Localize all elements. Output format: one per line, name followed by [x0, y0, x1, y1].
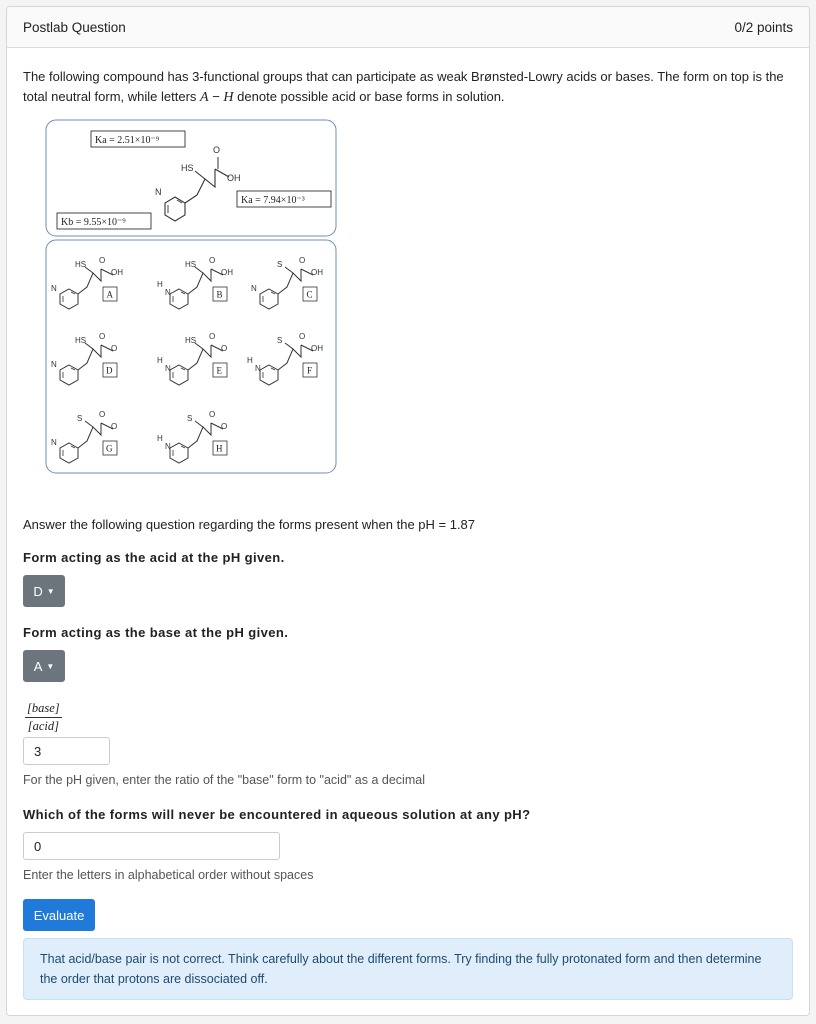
svg-text:O: O	[209, 256, 216, 265]
acid-form-label: Form acting as the acid at the pH given.	[23, 550, 285, 565]
svg-text:H: H	[247, 356, 253, 365]
svg-text:OH: OH	[311, 344, 323, 353]
ratio-numerator: [base]	[25, 701, 62, 718]
base-form-dropdown[interactable]	[23, 650, 65, 682]
svg-text:N: N	[165, 364, 171, 373]
ratio-input[interactable]: 3	[23, 737, 110, 765]
ka1-box	[91, 131, 185, 147]
ratio-denominator: [acid]	[27, 719, 59, 733]
svg-text:O: O	[209, 332, 216, 341]
svg-text:S: S	[187, 414, 193, 423]
base-form-selected: A	[33, 658, 43, 674]
svg-text:H: H	[157, 280, 163, 289]
svg-text:H: H	[157, 356, 163, 365]
svg-text:OH: OH	[221, 268, 233, 277]
never-form-label: Which of the forms will never be encountered in aqueous solution at any pH?	[23, 807, 531, 822]
caret-down-icon: ▼	[46, 586, 55, 596]
ka2-box	[237, 191, 331, 207]
acid-form-dropdown[interactable]	[23, 575, 65, 607]
svg-text:O: O	[299, 256, 306, 265]
base-form-label: Form acting as the base at the pH given.	[23, 625, 289, 640]
svg-text:H: H	[216, 443, 223, 454]
svg-text:O: O	[221, 344, 228, 353]
svg-text:Ka = 7.94×10⁻³: Ka = 7.94×10⁻³	[241, 195, 305, 206]
svg-text:E: E	[216, 365, 222, 376]
feedback-alert: That acid/base pair is not correct. Think carefully about the different forms. Try finding the fully protonated form and then determine the order that protons are dissociated off.	[23, 938, 793, 1000]
svg-text:N: N	[165, 288, 171, 297]
svg-text:G: G	[106, 443, 113, 454]
svg-text:O: O	[111, 344, 118, 353]
question-title: Postlab Question	[23, 19, 126, 35]
svg-text:N: N	[51, 438, 57, 447]
svg-text:N: N	[255, 364, 261, 373]
svg-text:S: S	[277, 260, 283, 269]
ratio-help-text: For the pH given, enter the ratio of the "base" form to "acid" as a decimal	[23, 773, 425, 787]
svg-text:N: N	[165, 442, 171, 451]
svg-text:OH: OH	[311, 268, 323, 277]
svg-text:N: N	[51, 360, 57, 369]
svg-text:O: O	[213, 145, 221, 155]
svg-text:N: N	[155, 187, 162, 197]
svg-text:O: O	[111, 422, 118, 431]
svg-text:H: H	[157, 434, 163, 443]
never-forms-help-text: Enter the letters in alphabetical order without spaces	[23, 868, 314, 882]
svg-text:Kb = 9.55×10⁻⁹: Kb = 9.55×10⁻⁹	[61, 217, 126, 228]
svg-text:N: N	[51, 284, 57, 293]
card-header	[7, 7, 809, 48]
svg-text:D: D	[106, 365, 113, 376]
svg-text:O: O	[299, 332, 306, 341]
evaluate-button[interactable]: Evaluate	[23, 899, 95, 931]
svg-text:Ka = 2.51×10⁻⁹: Ka = 2.51×10⁻⁹	[95, 135, 160, 146]
question-prompt: Answer the following question regarding the forms present when the pH = 1.87	[23, 517, 476, 532]
svg-text:OH: OH	[111, 268, 123, 277]
points-display: 0/2 points	[734, 19, 793, 35]
svg-text:N: N	[251, 284, 257, 293]
svg-text:O: O	[221, 422, 228, 431]
ratio-fraction-label	[25, 701, 62, 734]
svg-text:A: A	[106, 289, 113, 300]
svg-text:HS: HS	[185, 336, 197, 345]
compound-forms-figure	[45, 119, 337, 475]
svg-text:HS: HS	[181, 163, 194, 173]
question-card	[6, 6, 810, 1016]
svg-text:HS: HS	[185, 260, 197, 269]
acid-form-selected: D	[33, 583, 43, 599]
kb-box	[57, 213, 151, 229]
never-forms-input[interactable]: 0	[23, 832, 280, 860]
svg-text:O: O	[99, 256, 106, 265]
svg-text:O: O	[99, 332, 106, 341]
svg-text:B: B	[216, 289, 223, 300]
svg-text:C: C	[306, 289, 313, 300]
svg-text:HS: HS	[75, 260, 87, 269]
svg-text:O: O	[99, 410, 106, 419]
svg-text:S: S	[77, 414, 83, 423]
svg-text:F: F	[307, 365, 313, 376]
svg-text:S: S	[277, 336, 283, 345]
svg-text:O: O	[209, 410, 216, 419]
caret-down-icon: ▼	[46, 661, 55, 671]
svg-text:HS: HS	[75, 336, 87, 345]
svg-text:OH: OH	[227, 173, 241, 183]
intro-text: The following compound has 3-functional groups that can participate as weak Brønsted-Lowry acids or bases. The form on top is the total neutral form, while letters A − H denote possible acid or base forms in solution.	[23, 69, 784, 105]
